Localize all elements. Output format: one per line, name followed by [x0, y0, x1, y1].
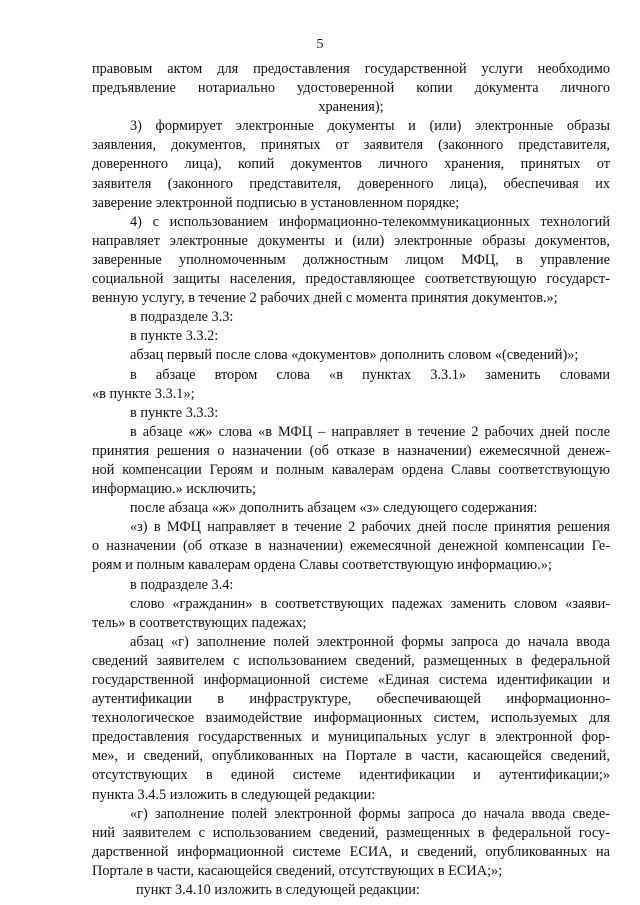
text-line: венную услугу, в течение 2 рабочих дней с момента принятия документов.»;	[92, 290, 558, 307]
text-line: государственной информационной системе «Единая система идентификации и	[92, 672, 610, 688]
text-line: отсутствующих в единой системе идентификации и аутентификации;»	[92, 767, 610, 784]
page-number: 5	[316, 37, 324, 52]
text-line: «з) в МФЦ направляет в течение 2 рабочих дней после принятия решения	[130, 519, 610, 536]
text-line: слово «гражданин» в соответствующих падежах заменить словом «заяви-	[130, 595, 610, 612]
text-line: предъявление нотариально удостоверенной копии документа личного	[92, 80, 610, 97]
text-line: ной компенсации Героям и полным кавалерам ордена Славы соответствующую	[92, 461, 610, 478]
text-line: принятия решения о назначении (об отказе в назначении) ежемесячной денеж-	[92, 442, 610, 459]
document-body	[92, 60, 610, 900]
text-line: доверенного лица), копий документов личного хранения, принятых от	[92, 156, 610, 173]
text-line: 3) формирует электронные документы и (или) электронные образы	[130, 118, 610, 135]
text-line: 4) с использованием информационно-телекоммуникационных технологий	[130, 213, 610, 230]
text-line: ний заявителем с использованием сведений, размещенных в федеральной госу-	[92, 824, 610, 841]
text-line: заверенные уполномоченным должностным лицом МФЦ, в управление	[92, 251, 610, 268]
text-line: после абзаца «ж» дополнить абзацем «з» следующего содержания:	[130, 500, 538, 517]
text-line: абзац «г) заполнение полей электронной формы запроса до начала ввода	[130, 633, 610, 650]
text-line: в пункте 3.3.2:	[130, 328, 219, 345]
text-line: пункта 3.4.5 изложить в следующей редакции:	[92, 786, 376, 803]
text-line: в абзаце «ж» слова «в МФЦ – направляет в течение 2 рабочих дней после	[130, 423, 610, 440]
text-line: дарственной информационной системе ЕСИА, и сведений, опубликованных на	[92, 843, 610, 860]
text-line: заверение электронной подписью в установленном порядке;	[92, 194, 460, 211]
text-line: хранения);	[318, 99, 384, 116]
text-line: направляет электронные документы и (или) электронные образы документов,	[92, 232, 610, 249]
text-line: правовым актом для предоставления государственной услуги необходимо	[92, 61, 610, 77]
text-line: в подразделе 3.3:	[130, 309, 234, 326]
text-line: информацию.» исключить;	[92, 481, 257, 498]
text-line: абзац первый после слова «документов» дополнить словом «(сведений)»;	[130, 347, 579, 364]
text-line: аутентификации в инфраструктуре, обеспечивающей информационно-	[92, 691, 610, 708]
text-line: в абзаце втором слова «в пунктах 3.3.1» заменить словами	[130, 366, 610, 383]
text-line: пункт 3.4.10 изложить в следующей редакции:	[136, 882, 420, 899]
text-line: технологическое взаимодействие информационных систем, используемых для	[92, 710, 610, 727]
text-line: о назначении (об отказе в назначении) ежемесячной денежной компенсации Ге-	[92, 538, 610, 555]
text-line: сведений заявителем с использованием сведений, размещенных в федеральной	[92, 652, 610, 669]
text-line: предоставления государственных и муниципальных услуг в электронной фор-	[92, 729, 610, 746]
text-line: заявителя (законного представителя, доверенного лица), обеспечивая их	[92, 175, 610, 192]
text-line: в пункте 3.3.3:	[130, 404, 219, 421]
text-line: тель» в соответствующих падежах;	[92, 614, 307, 631]
text-line: «г) заполнение полей электронной формы запроса до начала ввода сведе-	[130, 805, 610, 822]
text-line: «в пункте 3.3.1»;	[92, 385, 195, 402]
text-line: ме», и сведений, опубликованных на Портале в части, касающейся сведений,	[92, 748, 610, 765]
text-line: заявления, документов, принятых от заявителя (законного представителя,	[92, 137, 610, 154]
text-line: Портале в части, касающейся сведений, отсутствующих в ЕСИА;»;	[92, 862, 503, 879]
text-line: в подразделе 3.4:	[130, 576, 234, 593]
text-line: социальной защиты населения, предоставляющее соответствующую государст-	[92, 271, 610, 288]
text-line: роям и полным кавалерам ордена Славы соответствующую информацию.»;	[92, 557, 552, 574]
